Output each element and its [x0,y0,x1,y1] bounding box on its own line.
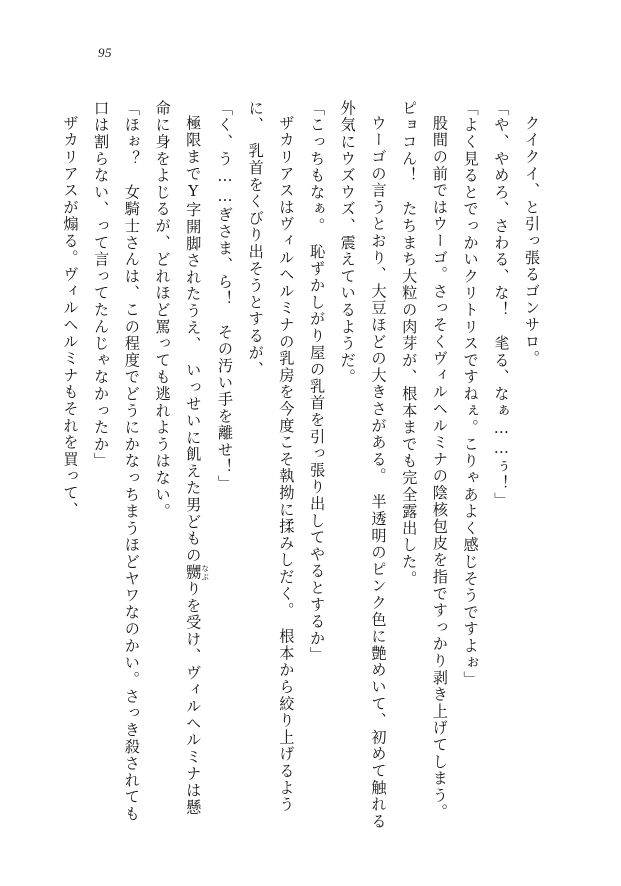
paragraph-text: 極限までY字開脚されたうえ、 いっせいに飢えた男どもの嬲なぶりを受け、ヴィルヘルミナは懸命に身をよじるが、どれほど罵っても逃れようはない。 [153,100,210,817]
ruby-annotation: 嬲なぶ [184,564,210,581]
ruby-reading: なぶ [200,564,210,581]
paragraph: クイクイ、と引っ張るゴンサロ。 [523,115,541,368]
page-number: 95 [98,45,112,60]
paragraph: 「よく見るとでっかいクリトリスですねぇ。こりゃあよく感じそうですよぉ」 [461,100,480,688]
paragraph: ザカリアスはヴィルヘルミナの乳房を今度こそ執拗に揉みしだく。 根本から絞り上げるように、 乳首をくびり出そうとするが、 [246,100,296,814]
paragraph-with-ruby [147,100,209,830]
paragraph: 「く、う……ぎさま、ら！ その汚い手を離せ！」 [215,100,234,492]
paragraph: ザカリアスが煽る。ヴィルヘルミナもそれを買って、 [61,115,80,519]
paragraph: 「こっちもなぁ。 恥ずかしがり屋の乳首を引っ張り出してやるとするか」 [308,100,327,664]
paragraph: ウーゴの言うとおり、大豆ほどの大きさがある。 半透明のピンク色に艶めいて、初めて触れる外気にウズウズ、震えているようだ。 [338,100,388,830]
paragraph: 股間の前ではウーゴ。さっそくヴィルヘルミナの陰核包皮を指ですっかり剥き上げてしまう。 [430,115,449,821]
paragraph: 「や、やめろ、さわる、な！ 毟る、なぁ……ぅ！」 [492,100,511,509]
paragraph: 「ほぉ？ 女騎士さんは、この程度でどうにかなっちまうほどヤワなのかい。さっき殺されても口は割らない、って言ってたんじゃなかったか」 [92,100,141,823]
paragraph: ピョコん！ たちまち大粒の肉芽が、根本までも完全露出した。 [400,100,419,588]
body-text-vertical [61,100,547,830]
